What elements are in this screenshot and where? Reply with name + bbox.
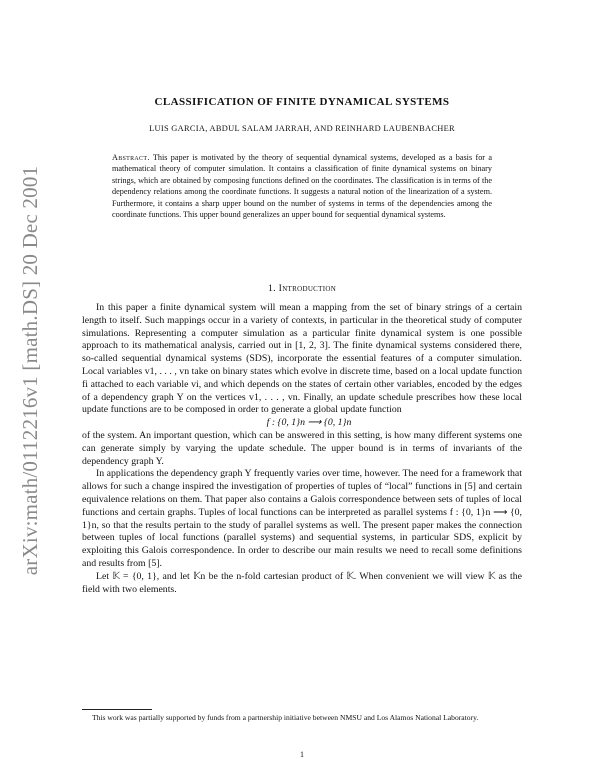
section-number: 1. (267, 283, 279, 294)
arxiv-identifier: arXiv:math/0112216v1 [math.DS] 20 Dec 2001 (18, 165, 43, 575)
page-number: 1 (300, 750, 304, 759)
arxiv-side-label (6, 150, 56, 590)
section-title: Introduction (278, 283, 337, 294)
footnote-rule (82, 709, 152, 710)
paragraph-3: Let 𝕂 = {0, 1}, and let 𝕂n be the n-fold cartesian product of 𝕂. When convenient we will view 𝕂 as the field with two elements. (82, 570, 522, 595)
abstract-text: This paper is motivated by the theory of sequential dynamical systems, developed as a basis for a mathematical theory of computer simulation. It contains a classification of finite dynamical systems on binary strings, which are obtained by composing functions defined on the coordinates. The classification is in terms of the dependency relations among the coordinate functions. It suggests a natural notion of the linearization of a system. Furthermore, it contains a sharp upper bound on the number of systems in terms of the dependencies among the coordinate functions. This upper bound generalizes an upper bound for sequential dynamical systems. (112, 153, 492, 220)
section-heading-introduction (82, 283, 522, 294)
paragraph-1-continued: of the system. An important question, which can be answered in this setting, is how many different systems one can generate simply by varying the update schedule. The upper bound is in terms of invariants of the dependency graph Y. (82, 429, 522, 467)
paper-title: CLASSIFICATION OF FINITE DYNAMICAL SYSTEMS (154, 96, 450, 108)
paragraph-1: In this paper a finite dynamical system will mean a mapping from the set of binary strings of a certain length to itself. Such mappings occur in a variety of contexts, in particular in the theoretical study of computer simulations. Representing a computer simulation as a particular finite dynamical system is one possible approach to its mathematical analysis, carried out in [1, 2, 3]. The finite dynamical systems considered there, so-called sequential dynamical systems (SDS), incorporate the essential features of a computer simulation. Local variables v1, . . . , vn take on binary states which evolve in discrete time, based on a local update function fi attached to each variable vi, and which depends on the states of certain other variables, encoded by the edges of a dependency graph Y on the vertices v1, . . . , vn. Finally, an update schedule prescribes how these local update functions are to be composed in order to generate a global update function (82, 302, 522, 416)
abstract (112, 152, 492, 220)
author-list: LUIS GARCIA, ABDUL SALAM JARRAH, AND REINHARD LAUBENBACHER (149, 124, 455, 133)
display-equation: f : {0, 1}n ⟶ {0, 1}n (266, 417, 352, 429)
abstract-label: Abstract. (112, 153, 150, 162)
paragraph-2: In applications the dependency graph Y frequently varies over time, however. The need for a framework that allows for such a change inspired the investigation of properties of tuples of “local” functions in [5] and certain equivalence relations on them. That paper also contains a Galois correspondence between sets of tuples of local functions and certain graphs. Tuples of local functions can be interpreted as parallel systems f : {0, 1}n ⟶ {0, 1}n, so that the results pertain to the study of parallel systems as well. The present paper makes the connection between tuples of local functions (parallel systems) and sequential systems, in particular SDS, explicit by exploiting this Galois correspondence. In order to describe our main results we need to recall some definitions and results from [5]. (82, 468, 522, 569)
introduction-body (82, 302, 522, 596)
funding-footnote: This work was partially supported by funds from a partnership initiative between NMSU and Los Alamos National Laboratory. (92, 713, 479, 722)
